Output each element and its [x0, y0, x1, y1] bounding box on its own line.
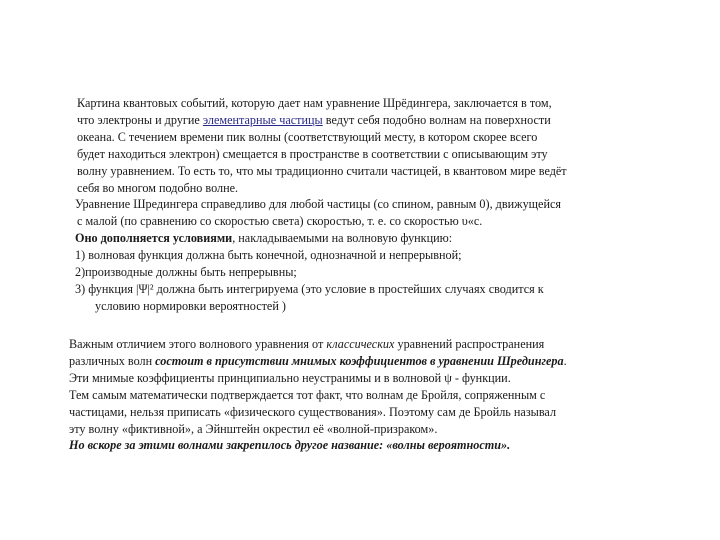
text-line: частицами, нельзя приписать «физического существования». Поэтому сам де Бройль называл: [69, 404, 557, 419]
bold-italic-span: состоит в присутствии мнимых коэффициентов в уравнении Шредингера: [155, 353, 564, 368]
bold-span: Оно дополняется условиями: [75, 231, 233, 246]
conclusion-line: Но вскоре за этими волнами закрепилось другое название: «волны вероятности».: [69, 438, 511, 453]
text-span: , накладываемыми на волновую функцию:: [232, 231, 453, 246]
text-line: [69, 353, 669, 370]
text-line: [75, 230, 655, 247]
text-line: Тем самым математически подтверждается тот факт, что волнам де Бройля, сопряженным с: [69, 387, 546, 402]
text-line: себя во многом подобно волне.: [77, 180, 239, 195]
list-item: 1) волновая функция должна быть конечной, однозначной и непрерывной;: [75, 248, 462, 263]
text-line: Эти мнимые коэффициенты принципиально неустранимы и в волновой ψ - функции.: [69, 370, 511, 385]
list-item: 2)производные должны быть непрерывны;: [75, 265, 297, 280]
text-line: [69, 336, 669, 353]
text-line: Уравнение Шредингера справедливо для любой частицы (со спином, равным 0), движущейся: [75, 197, 561, 212]
text-span: .: [563, 353, 567, 368]
text-span: Важным отличием этого волнового уравнения от: [69, 337, 327, 351]
text-span: ведут себя подобно волнам на поверхности: [322, 112, 551, 127]
text-line: Картина квантовых событий, которую дает нам уравнение Шрёдингера, заключается в том,: [77, 96, 552, 110]
elementary-particles-link[interactable]: элементарные частицы: [202, 112, 323, 127]
list-item: 3) функция |Ψ|² должна быть интегрируема (это условие в простейших случаях сводится к: [75, 281, 544, 296]
text-line: волну уравнением. То есть то, что мы традиционно считали частицей, в квантовом мире ведёт: [77, 163, 567, 178]
text-line: будет находиться электрон) смещается в пространстве в соответствии с описывающим эту: [77, 146, 548, 161]
italic-span: классических: [326, 337, 395, 351]
text-line: эту волну «фиктивной», а Эйнштейн окрестил её «волной-призраком».: [69, 421, 438, 436]
schrodinger-notes-block: [69, 336, 669, 454]
text-span: что электроны и другие: [77, 112, 203, 127]
text-line: [75, 112, 655, 129]
text-span: уравнений распространения: [394, 337, 545, 351]
intro-text-block: [75, 95, 655, 315]
text-span: различных волн: [69, 353, 156, 368]
text-line: с малой (по сравнению со скоростью света) скоростью, т. е. со скоростью υ«c.: [77, 214, 483, 229]
text-line: океана. С течением времени пик волны (соответствующий месту, в котором скорее всего: [77, 129, 538, 144]
list-item-continuation: условию нормировки вероятностей ): [95, 298, 286, 313]
